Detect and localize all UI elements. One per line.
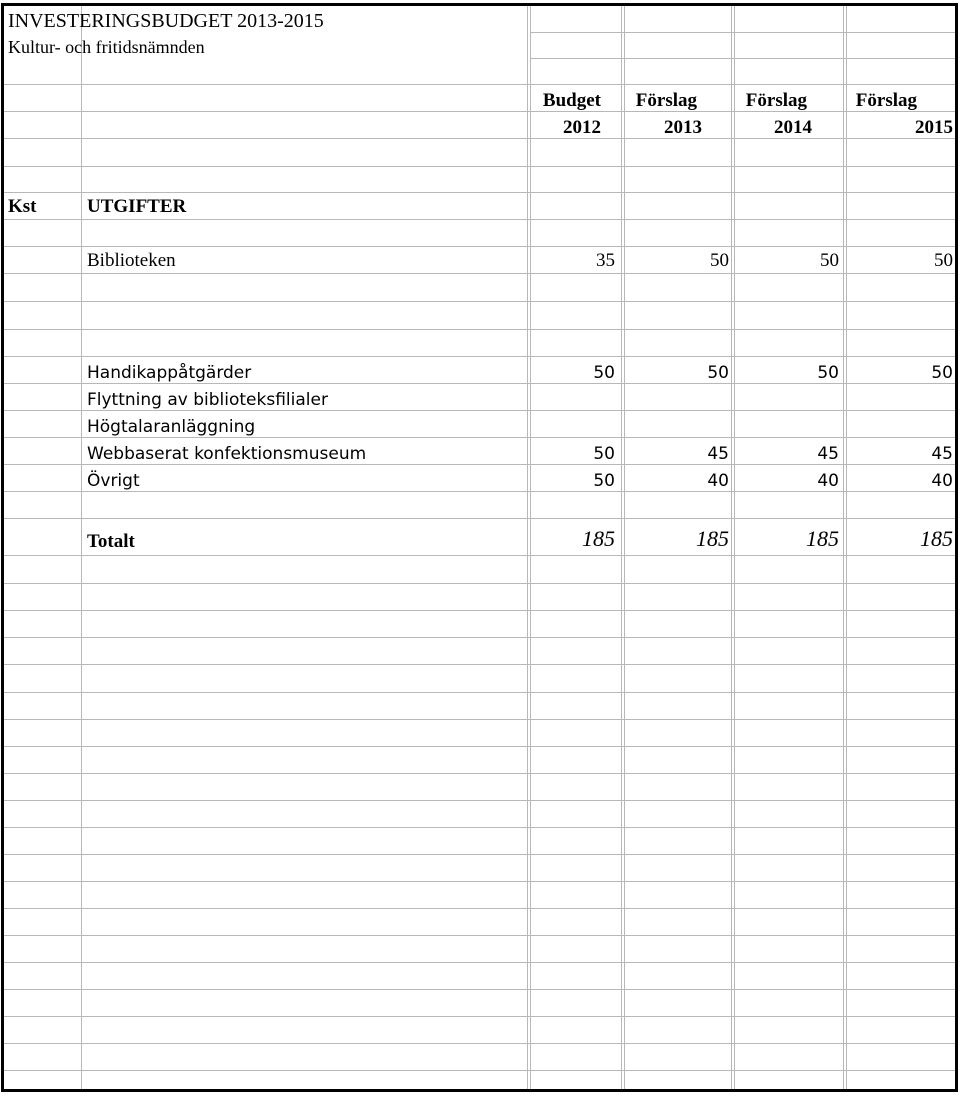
value-cell <box>624 387 729 413</box>
budget-sheet <box>1 3 958 1092</box>
grid-row-line <box>4 138 955 139</box>
value-cell <box>844 387 953 413</box>
grid-row-line <box>4 773 955 774</box>
grid-row-line <box>4 746 955 747</box>
grid-row-line <box>4 610 955 611</box>
grid-row-line <box>4 800 955 801</box>
value-cell: 50 <box>707 363 729 383</box>
value-cell: 50 <box>931 363 953 383</box>
value-cell: 50 <box>593 363 615 383</box>
value-cell: 40 <box>931 471 953 491</box>
grid-row-line <box>4 719 955 720</box>
total-value: 185 <box>582 526 615 551</box>
value-cell: 50 <box>934 250 953 271</box>
total-value: 185 <box>920 526 953 551</box>
grid-row-line <box>4 555 955 556</box>
header-year-2012: 2012 <box>563 117 601 138</box>
value-cell <box>734 387 839 413</box>
total-value: 185 <box>806 526 839 551</box>
header-label-2012: Budget <box>542 90 601 111</box>
value-cell <box>734 414 839 440</box>
grid-row-line <box>4 246 955 247</box>
grid-row-line <box>4 935 955 936</box>
grid-row-line <box>4 1016 955 1017</box>
value-cell: 35 <box>596 250 615 271</box>
row-label-webbaserat: Webbaserat konfektionsmuseum <box>87 444 367 464</box>
total-value: 185 <box>696 526 729 551</box>
section-title: UTGIFTER <box>87 196 187 217</box>
grid-row-line <box>4 854 955 855</box>
header-year-2013: 2013 <box>664 117 702 138</box>
value-cell <box>514 414 615 440</box>
grid-column-line <box>621 6 622 1089</box>
header-label-2015: Förslag <box>855 90 917 111</box>
document-subtitle: Kultur- och fritidsnämnden <box>8 37 205 57</box>
grid-row-line <box>4 518 955 519</box>
value-cell: 40 <box>707 471 729 491</box>
header-year-2014: 2014 <box>774 117 812 138</box>
value-cell: 50 <box>710 250 729 271</box>
row-label-ovrigt: Övrigt <box>87 471 140 491</box>
grid-row-line <box>4 908 955 909</box>
grid-row-line <box>4 583 955 584</box>
grid-row-line <box>530 32 955 33</box>
grid-column-line <box>731 6 732 1089</box>
grid-column-line <box>81 6 82 1089</box>
grid-row-line <box>4 692 955 693</box>
grid-row-line <box>4 84 955 85</box>
total-label: Totalt <box>87 531 135 552</box>
value-cell: 50 <box>820 250 839 271</box>
kst-label: Kst <box>8 196 37 217</box>
row-label-biblioteken: Biblioteken <box>87 250 176 271</box>
value-cell: 45 <box>817 444 839 464</box>
grid-row-line <box>4 329 955 330</box>
value-cell <box>514 387 615 413</box>
grid-row-line <box>4 166 955 167</box>
value-cell: 40 <box>817 471 839 491</box>
value-cell: 45 <box>707 444 729 464</box>
grid-row-line <box>4 827 955 828</box>
value-cell: 50 <box>817 363 839 383</box>
row-label-handikappatgarder: Handikappåtgärder <box>87 363 252 383</box>
header-label-2014: Förslag <box>745 90 807 111</box>
value-cell: 50 <box>593 471 615 491</box>
grid-row-line <box>4 301 955 302</box>
header-year-2015: 2015 <box>915 117 953 138</box>
value-cell: 50 <box>593 444 615 464</box>
value-cell <box>624 414 729 440</box>
grid-row-line <box>4 664 955 665</box>
grid-row-line <box>4 1070 955 1071</box>
grid-row-line <box>4 637 955 638</box>
grid-row-line <box>4 989 955 990</box>
header-label-2013: Förslag <box>635 90 697 111</box>
grid-row-line <box>4 1043 955 1044</box>
grid-row-line <box>4 111 955 112</box>
grid-row-line <box>4 356 955 357</box>
grid-row-line <box>4 192 955 193</box>
grid-row-line <box>4 881 955 882</box>
value-cell: 45 <box>931 444 953 464</box>
row-label-hogtalaranlaggning: Högtalaranläggning <box>87 417 256 437</box>
grid-row-line <box>4 962 955 963</box>
value-cell <box>844 414 953 440</box>
grid-row-line <box>530 58 955 59</box>
row-label-flyttning: Flyttning av biblioteksfilialer <box>87 390 328 410</box>
document-title: INVESTERINGSBUDGET 2013-2015 <box>8 10 324 32</box>
